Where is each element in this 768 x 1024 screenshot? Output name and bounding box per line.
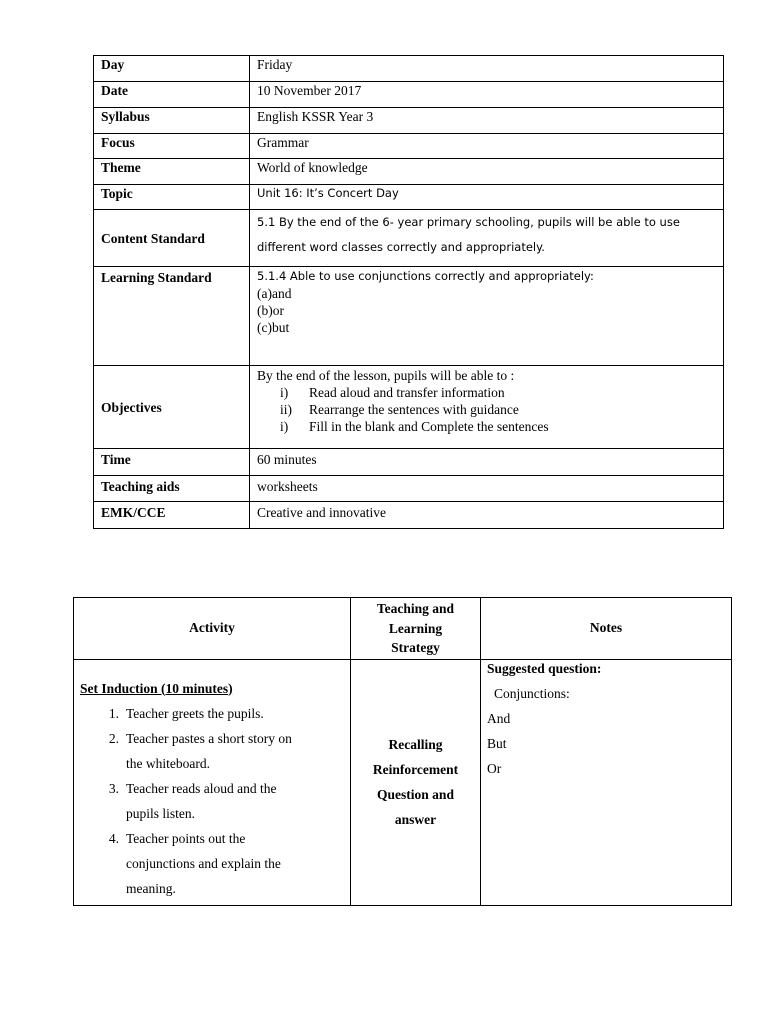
strategy-item: answer: [394, 811, 437, 827]
emk-label: EMK/CCE: [94, 502, 250, 529]
notes-header: Notes: [481, 598, 732, 660]
notes-item: But: [487, 735, 507, 751]
content-standard-line: 5.1 By the end of the 6- year primary schooling, pupils will be able to use: [257, 215, 680, 229]
objectives-label: Objectives: [94, 366, 250, 449]
learning-item: (b)or: [257, 303, 284, 318]
time-label: Time: [94, 449, 250, 476]
lesson-info-table: [93, 55, 724, 529]
notes-title: Suggested question:: [487, 660, 602, 676]
objectives-intro: By the end of the lesson, pupils will be able to :: [257, 368, 515, 383]
objectives-value: [250, 366, 724, 449]
syllabus-value: English KSSR Year 3: [250, 108, 724, 134]
strategy-item: Reinforcement: [372, 761, 459, 777]
date-value: 10 November 2017: [250, 82, 724, 108]
set-induction-title: Set Induction (10 minutes): [80, 680, 233, 696]
notes-item: And: [487, 710, 511, 726]
time-value: 60 minutes: [250, 449, 724, 476]
day-value: Friday: [250, 56, 724, 82]
syllabus-label: Syllabus: [94, 108, 250, 134]
strategy-header: Teaching and Learning Strategy: [351, 598, 481, 660]
theme-label: Theme: [94, 159, 250, 185]
topic-value: Unit 16: It’s Concert Day: [250, 185, 724, 210]
teaching-aids-label: Teaching aids: [94, 476, 250, 502]
list-item: 1. Teacher greets the pupils.: [108, 705, 264, 721]
teaching-aids-value: worksheets: [250, 476, 724, 502]
learning-standard-value: [250, 267, 724, 366]
objective-item: i) Fill in the blank and Complete the sentences: [280, 419, 549, 434]
activity-header: Activity: [74, 598, 351, 660]
focus-value: Grammar: [250, 134, 724, 159]
notes-item: Or: [487, 760, 502, 776]
activity-cell: [74, 659, 351, 905]
learning-item: (a)and: [257, 286, 292, 301]
objective-item: ii) Rearrange the sentences with guidance: [280, 402, 519, 417]
activity-table: [73, 597, 732, 906]
content-standard-label: Content Standard: [94, 210, 250, 267]
strategy-cell: [351, 659, 481, 905]
list-item: 4. Teacher points out the conjunctions and explain the meaning.: [108, 830, 281, 896]
date-label: Date: [94, 82, 250, 108]
objectives-list: [257, 384, 716, 435]
content-standard-value: [250, 210, 724, 267]
learning-standard-line: 5.1.4 Able to use conjunctions correctly and appropriately:: [257, 269, 594, 283]
emk-value: Creative and innovative: [250, 502, 724, 529]
objective-item: i) Read aloud and transfer information: [280, 385, 505, 400]
topic-label: Topic: [94, 185, 250, 210]
strategy-item: Recalling: [388, 736, 443, 752]
focus-label: Focus: [94, 134, 250, 159]
theme-value: World of knowledge: [250, 159, 724, 185]
list-item: 3. Teacher reads aloud and the pupils listen.: [108, 780, 277, 821]
day-label: Day: [94, 56, 250, 82]
list-item: 2. Teacher pastes a short story on the whiteboard.: [108, 730, 292, 771]
learning-item: (c)but: [257, 320, 290, 335]
notes-sub: Conjunctions:: [494, 685, 570, 701]
activity-steps: [80, 701, 344, 901]
strategy-item: Question and: [377, 786, 454, 802]
content-standard-line: different word classes correctly and appropriately.: [257, 240, 545, 254]
notes-cell: [481, 659, 732, 905]
learning-standard-label: Learning Standard: [94, 267, 250, 366]
